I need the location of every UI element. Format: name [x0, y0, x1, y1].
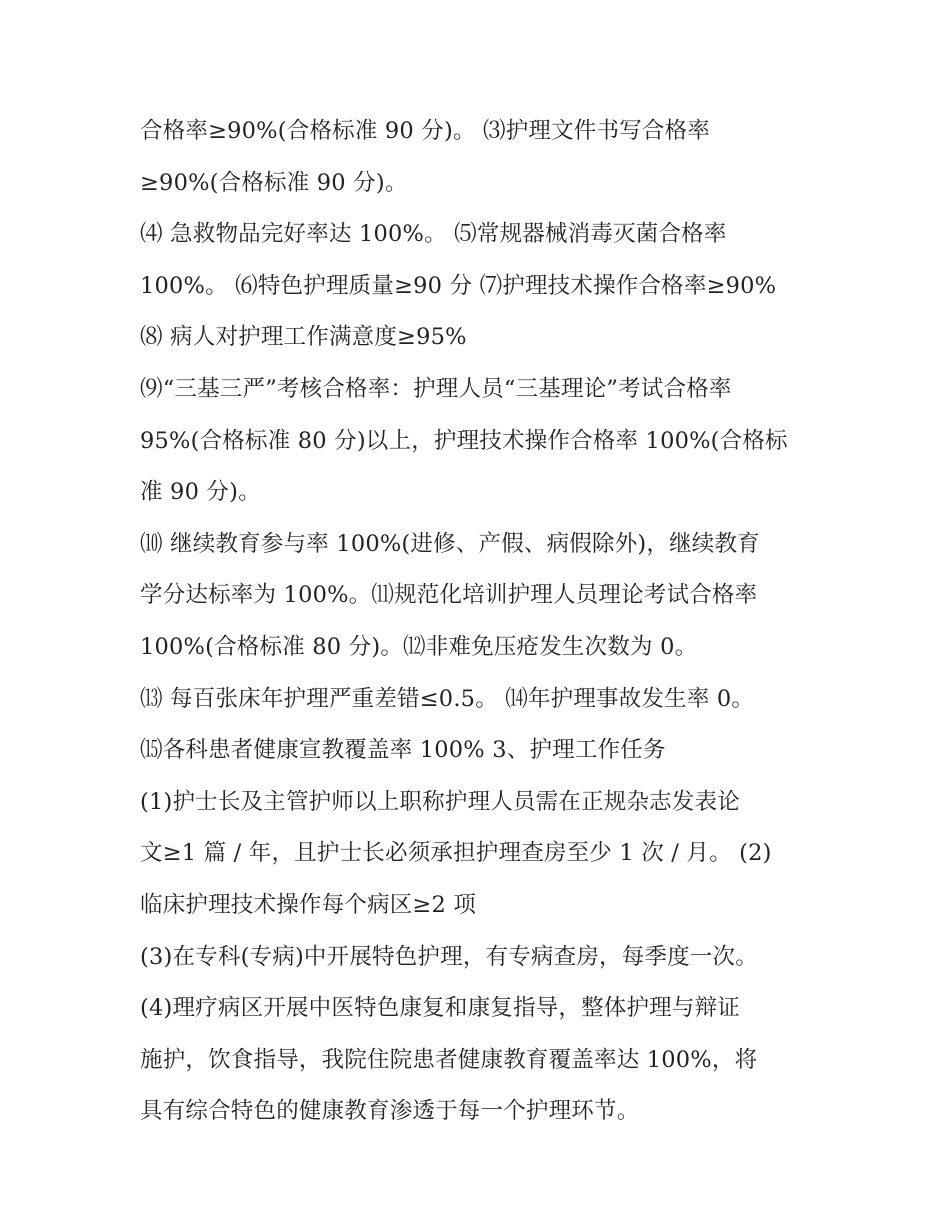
text-line: ⒂各科患者健康宣教覆盖率 100% 3、护理工作任务 — [140, 737, 666, 764]
text-line: 文≥1 篇 / 年，且护士长必须承担护理查房至少 1 次 / 月。 (2) — [140, 840, 772, 867]
text-line: 施护，饮食指导，我院住院患者健康教育覆盖率达 100%，将 — [140, 1046, 758, 1073]
text-line: (3)在专科(专病)中开展特色护理，有专病查房，每季度一次。 — [140, 943, 758, 970]
text-line: 合格率≥90%(合格标准 90 分)。 ⑶护理文件书写合格率 — [140, 118, 711, 144]
text-line: (1)护士长及主管护师以上职称护理人员需在正规杂志发表论 — [140, 788, 740, 815]
text-line: ⑻ 病人对护理工作满意度≥95% — [140, 324, 467, 351]
text-line: ⑷ 急救物品完好率达 100%。 ⑸常规器械消毒灭菌合格率 — [140, 221, 727, 248]
text-line: 100%。 ⑹特色护理质量≥90 分 ⑺护理技术操作合格率≥90% — [140, 272, 777, 299]
text-line: 95%(合格标准 80 分)以上，护理技术操作合格率 100%(合格标 — [140, 427, 788, 454]
text-line: ⒀ 每百张床年护理严重差错≤0.5。 ⒁年护理事故发生率 0。 — [140, 685, 755, 712]
text-line: 准 90 分)。 — [140, 479, 261, 506]
text-line: 100%(合格标准 80 分)。⑿非难免压疮发生次数为 0。 — [140, 633, 698, 660]
text-line: ⑼“三基三严”考核合格率：护理人员“三基理论”考试合格率 — [140, 375, 732, 402]
text-line: ⑽ 继续教育参与率 100%(进修、产假、病假除外)，继续教育 — [140, 530, 760, 557]
text-line: ≥90%(合格标准 90 分)。 — [140, 169, 408, 196]
body-text — [140, 106, 830, 1138]
text-line: 学分达标率为 100%。⑾规范化培训护理人员理论考试合格率 — [140, 582, 758, 609]
text-line: (4)理疗病区开展中医特色康复和康复指导，整体护理与辩证 — [140, 995, 740, 1022]
text-line: 临床护理技术操作每个病区≥2 项 — [140, 891, 477, 918]
text-line: 具有综合特色的健康教育渗透于每一个护理环节。 — [140, 1098, 640, 1125]
